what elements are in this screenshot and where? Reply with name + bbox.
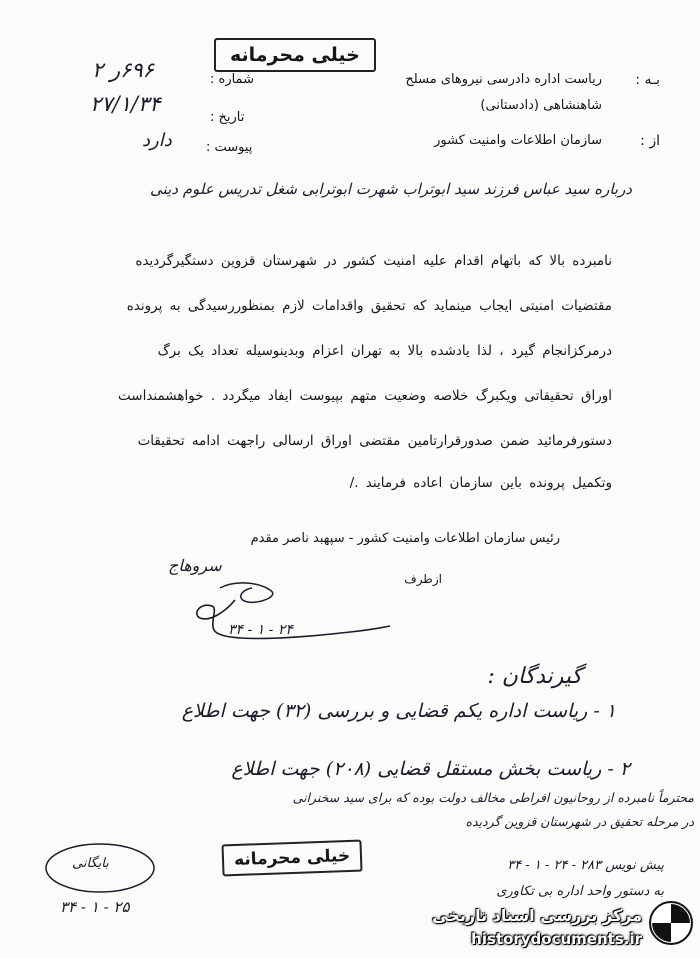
to-label: بـه : [635, 72, 660, 88]
classification-stamp: خیلی محرمانه [214, 38, 376, 72]
subject-line: درباره سید عباس فرزند سید ابوتراب شهرت ابوترابی شغل تدریس علوم دینی [150, 180, 632, 198]
from-label: از : [640, 133, 660, 149]
on-behalf-label: ازطرف [404, 572, 442, 586]
signature-handwriting: سروهاج [168, 556, 222, 575]
bottom-date: ۲۵ - ۱ - ۳۴ [60, 898, 130, 916]
watermark-name: مرکز بررسی اسناد تاریخی [432, 906, 642, 925]
copies-heading: گیرندگان : [487, 664, 582, 689]
note-line-3: پیش نویس ۲۸۳ - ۲۴ - ۱ - ۳۴ [507, 858, 664, 873]
from-value: سازمان اطلاعات وامنیت کشور [434, 133, 602, 148]
number-value: ۶۹۶ر ۲ [92, 58, 154, 82]
date-value: ۲۷/۱/۳۴ [90, 92, 161, 116]
bottom-classification-stamp: خیلی محرمانه [221, 840, 362, 877]
copies-line-2: ۲ - ریاست بخش مستقل قضایی (۲۰۸) جهت اطلاع [231, 758, 630, 780]
body-line-4: اوراق تحقیقاتی ویکبرگ خلاصه وضعیت متهم بپیوست ایفاد میگردد . خواهشمنداست [118, 388, 612, 404]
signer-title: رئیس سازمان اطلاعات وامنیت کشور - سپهبد ناصر مقدم [250, 531, 560, 546]
body-line-6: وتکمیل پرونده باین سازمان اعاده فرمایند ./ [349, 475, 612, 491]
body-line-1: نامبرده بالا که باتهام اقدام علیه امنیت کشور در شهرستان قزوین دستگیرگردیده [135, 253, 612, 269]
note-line-1: محترماً نامبرده از روحانیون افراطی مخالف دولت بوده که برای سید سخنرانی [292, 790, 694, 805]
to-value-2: شاهنشاهی (دادستانی) [480, 98, 602, 113]
body-line-2: مقتضیات امنیتی ایجاب مینماید که تحقیق واقدامات لازم بمنظوررسیدگی به پرونده [126, 298, 612, 314]
signature-date: ۲۴ - ۱ - ۳۴ [228, 622, 293, 638]
attachment-value: دارد [142, 130, 172, 151]
attachment-label: پیوست : [206, 140, 253, 155]
body-line-3: درمرکزانجام گیرد ، لذا یادشده بالا به تهران اعزام وبدینوسیله تعداد یک برگ [157, 343, 612, 359]
copies-line-1: ۱ - ریاست اداره یکم قضایی و بررسی (۳۲) جهت اطلاع [181, 700, 616, 722]
to-value: ریاست اداره دادرسی نیروهای مسلح [405, 72, 602, 87]
watermark-url: historydocuments.ir [471, 930, 642, 948]
watermark-logo-icon [648, 900, 694, 946]
number-label: شماره : [210, 72, 254, 87]
date-label: تاریخ : [210, 110, 245, 125]
body-line-5: دستورفرمائید ضمن صدورقرارتامین مقتضی اوراق ارسالی راجهت ادامه تحقیقات [137, 433, 612, 449]
note-line-2: در مرحله تحقیق در شهرستان قزوین گردیده [465, 814, 694, 829]
archive-circle-text: بایگانی [72, 856, 109, 871]
note-line-4: به دستور واحد اداره بی تکاوری [496, 884, 664, 899]
